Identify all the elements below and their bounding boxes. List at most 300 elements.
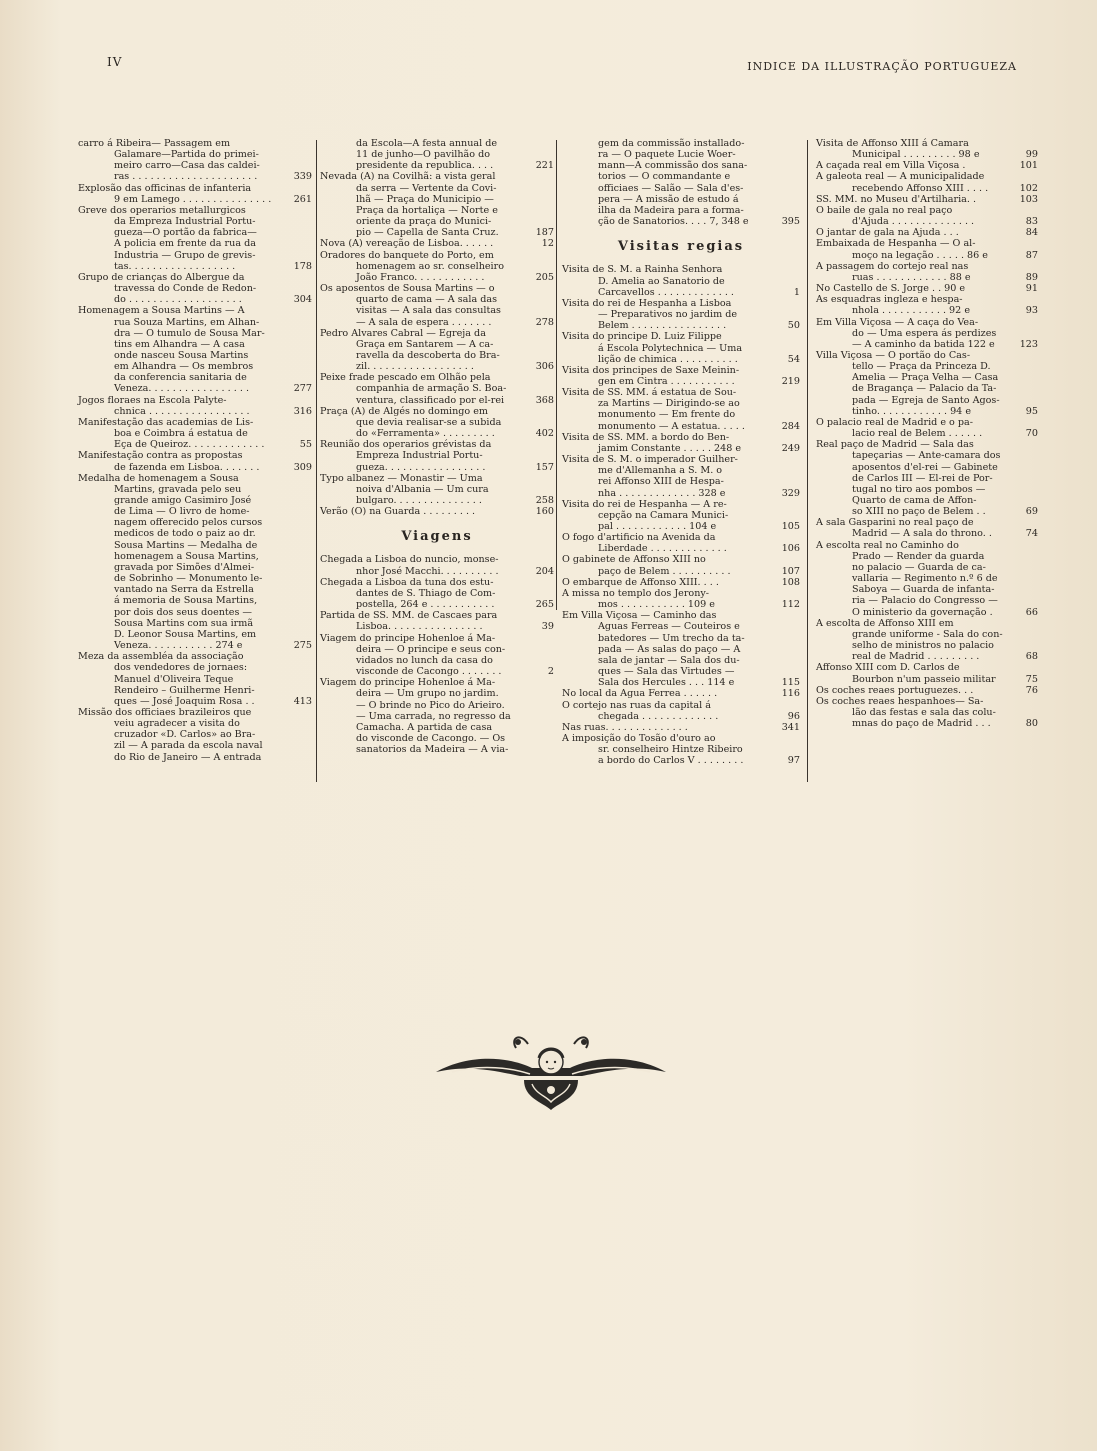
index-entry	[78, 272, 312, 305]
entry-page-number: 304	[293, 294, 312, 306]
entry-line: A passagem do cortejo real nas	[816, 260, 969, 272]
entry-line: Grupo de crianças do Albergue da	[78, 271, 245, 283]
index-entry	[816, 350, 1038, 417]
index-entry	[816, 662, 1038, 684]
index-entry	[78, 473, 312, 652]
entry-line: vidados no lunch da casa do	[356, 654, 493, 666]
entry-page-number: 277	[293, 383, 312, 395]
entry-line: Galamare—Partida do primei-	[114, 149, 259, 161]
entry-line: tins em Alhandra — A casa	[114, 338, 245, 350]
entry-line: dra — O tumulo de Sousa Mar-	[114, 327, 265, 339]
entry-line: Greve dos operarios metallurgicos	[78, 204, 246, 216]
entry-line: Veneza. . . . . . . . . . . . . . . . .	[114, 383, 249, 395]
entry-page-number: 84	[1025, 227, 1038, 239]
entry-page-number: 12	[541, 238, 554, 250]
index-entry	[562, 264, 800, 297]
entry-line: Municipal . . . . . . . . . 98 e	[852, 149, 980, 161]
entry-page-number: 309	[293, 461, 312, 473]
entry-line: ras . . . . . . . . . . . . . . . . . . . . .	[114, 171, 258, 183]
entry-line: Praça (A) de Algés no domingo em	[320, 405, 489, 417]
entry-line: que devia realisar-se a subida	[356, 416, 502, 428]
entry-line: ria — Palacio do Congresso —	[852, 595, 998, 607]
entry-line: monumento — A estatua. . . . .	[598, 420, 745, 432]
entry-line: companhia de armação S. Boa-	[356, 383, 507, 395]
entry-line: Peixe frade pescado em Olhão pela	[320, 372, 491, 384]
entry-line: da serra — Vertente da Covi-	[356, 182, 497, 194]
entry-line: D. Amelia ao Sanatorio de	[598, 275, 725, 287]
entry-page-number: 402	[535, 428, 554, 440]
entry-line: dantes de S. Thiago de Com-	[356, 587, 496, 599]
entry-line: Real paço de Madrid — Sala das	[816, 439, 974, 451]
index-entry	[320, 250, 554, 283]
index-entry	[320, 238, 554, 249]
index-entry	[320, 439, 554, 472]
entry-line: — Uma carrada, no regresso da	[356, 710, 511, 722]
entry-line: carro á Ribeira— Passagem em	[78, 138, 231, 149]
entry-line: lição de chimica . . . . . . . . . .	[598, 353, 738, 365]
entry-line: nagem offerecido pelos cursos	[114, 517, 263, 529]
entry-line: Os aposentos de Sousa Martins — o	[320, 283, 495, 295]
entry-line: Manuel d'Oliveira Teque	[114, 673, 234, 685]
entry-line: D. Leonor Sousa Martins, em	[114, 628, 257, 640]
entry-line: tinho. . . . . . . . . . . . 94 e	[852, 405, 972, 417]
index-entry	[562, 365, 800, 387]
entry-line: cepção na Camara Munici-	[598, 509, 729, 521]
entry-line: Lisboa. . . . . . . . . . . . . . . .	[356, 621, 483, 633]
entry-page-number: 80	[1025, 718, 1038, 730]
entry-line: Madrid — A sala do throno. .	[852, 528, 992, 540]
entry-line: officiaes — Salão — Sala d'es-	[598, 182, 744, 194]
entry-line: Carcavellos . . . . . . . . . . . . .	[598, 286, 734, 298]
entry-line: gueza. . . . . . . . . . . . . . . . .	[356, 461, 486, 473]
entry-line: no palacio — Guarda de ca-	[852, 561, 986, 573]
entry-page-number: 101	[1019, 160, 1038, 172]
entry-line: Reunião dos operarios grévistas da	[320, 439, 492, 451]
entry-page-number: 108	[781, 576, 800, 588]
entry-line: O gabinete de Affonso XIII no	[562, 554, 706, 566]
entry-line: tugal no tiro aos pombos —	[852, 483, 986, 495]
entry-line: Em Villa Viçosa — Caminho das	[562, 610, 717, 622]
entry-line: Os coches reaes hespanhoes— Sa-	[816, 695, 984, 707]
entry-page-number: 258	[535, 495, 554, 506]
entry-line: Veneza. . . . . . . . . . . 274 e	[114, 640, 243, 652]
entry-page-number: 341	[781, 721, 800, 733]
entry-line: vantado na Serra da Estrella	[114, 584, 254, 596]
entry-page-number: 316	[293, 405, 312, 417]
entry-line: A escolta real no Caminho do	[816, 539, 959, 551]
entry-line: pada — Egreja de Santo Agos-	[852, 394, 1000, 406]
index-entry	[816, 160, 1038, 171]
entry-page-number: 97	[787, 755, 800, 767]
entry-page-number: 339	[293, 171, 312, 183]
entry-page-number: 76	[1025, 684, 1038, 696]
entry-line: Visita do rei de Hespanha — A re-	[562, 498, 727, 510]
entry-line: visitas — A sala das consultas	[356, 305, 501, 317]
index-entry	[78, 417, 312, 450]
index-entry	[816, 685, 1038, 696]
entry-line: do — Uma espera ás perdizes	[852, 327, 997, 339]
entry-line: do . . . . . . . . . . . . . . . . . . .	[114, 294, 242, 306]
entry-page-number: 103	[1019, 193, 1038, 205]
index-entry	[320, 554, 554, 576]
entry-page-number: 75	[1025, 673, 1038, 685]
entry-line: Verão (O) na Guarda . . . . . . . . .	[320, 506, 476, 518]
entry-line: Nevada (A) na Covilhã: a vista geral	[320, 171, 496, 183]
entry-page-number: 178	[293, 260, 312, 272]
section-heading: Visitas regias	[617, 239, 745, 255]
entry-line: Visita do principe D. Luiz Filippe	[562, 331, 722, 343]
entry-line: Eça de Queiroz. . . . . . . . . . . . .	[114, 439, 265, 451]
entry-page-number: 93	[1025, 305, 1038, 317]
entry-page-number: 2	[547, 666, 554, 678]
entry-line: tapeçarias — Ante-camara dos	[852, 450, 1001, 462]
entry-page-number: 368	[535, 394, 554, 406]
entry-line: Manifestação contra as propostas	[78, 450, 243, 462]
entry-page-number: 329	[781, 487, 800, 499]
column-rule	[807, 140, 808, 782]
running-title: INDICE DA ILLUSTRAÇÃO PORTUGUEZA	[747, 60, 1017, 73]
entry-line: homenagem ao sr. conselheiro	[356, 260, 504, 272]
entry-line: tas. . . . . . . . . . . . . . . . . .	[114, 260, 236, 272]
index-entry	[562, 138, 800, 227]
entry-line: Typo albanez — Monastir — Uma	[320, 472, 483, 484]
index-column-2	[320, 138, 554, 755]
entry-line: mnas do paço de Madrid . . .	[852, 718, 991, 730]
entry-line: gem da commissão installado-	[598, 138, 745, 149]
entry-line: chegada . . . . . . . . . . . . .	[598, 710, 719, 722]
entry-page-number: 50	[787, 320, 800, 332]
index-entry	[816, 171, 1038, 193]
entry-page-number: 105	[781, 521, 800, 532]
entry-line: Liberdade . . . . . . . . . . . . .	[598, 543, 727, 555]
index-entry	[320, 372, 554, 405]
entry-line: de Carlos III — El-rei de Por-	[852, 472, 993, 484]
entry-line: em Alhandra — Os membros	[114, 361, 254, 373]
entry-page-number: 116	[781, 688, 800, 700]
entry-line: Camacha. A partida de casa	[356, 721, 493, 733]
entry-page-number: 107	[781, 565, 800, 577]
entry-line: medicos de todo o paiz ao dr.	[114, 528, 256, 540]
entry-line: pada — As salas do paço — A	[598, 643, 741, 655]
entry-line: Viagem do principe Hohenloe á Ma-	[320, 632, 496, 644]
entry-page-number: 160	[535, 506, 554, 518]
entry-line: — A caminho da batida 122 e	[852, 338, 995, 350]
entry-line: pera — A missão de estudo á	[598, 193, 739, 205]
entry-line: boa e Coimbra á estatua de	[114, 428, 248, 440]
entry-page-number: 261	[293, 193, 312, 205]
entry-line: grande uniforme - Sala do con-	[852, 628, 1003, 640]
entry-page-number: 95	[1025, 405, 1038, 417]
index-entry	[320, 328, 554, 373]
column-rule	[556, 140, 557, 610]
entry-line: monumento — Em frente do	[598, 409, 736, 421]
entry-line: — Preparativos no jardim de	[598, 309, 738, 321]
entry-line: da Escola—A festa annual de	[356, 138, 498, 149]
entry-line: Quarto de cama de Affon-	[852, 495, 977, 506]
index-entry	[816, 618, 1038, 663]
entry-line: do «Ferramenta» . . . . . . . . .	[356, 428, 495, 440]
entry-line: Affonso XIII com D. Carlos de	[816, 662, 960, 674]
entry-page-number: 74	[1025, 528, 1038, 540]
entry-line: Meza da assembléa da associação	[78, 651, 244, 663]
entry-line: Jogos floraes na Escola Palyte-	[78, 394, 227, 406]
entry-line: sala de jantar — Sala dos du-	[598, 654, 740, 666]
entry-line: postella, 264 e . . . . . . . . . . .	[356, 599, 495, 611]
entry-line: recebendo Affonso XIII . . . .	[852, 182, 989, 194]
index-entry	[562, 432, 800, 454]
index-entry	[816, 205, 1038, 227]
index-column-4	[816, 138, 1038, 729]
entry-line: zil. . . . . . . . . . . . . . . . . .	[356, 361, 474, 373]
entry-page-number: 70	[1025, 428, 1038, 440]
entry-line: gen em Cintra . . . . . . . . . . .	[598, 375, 735, 387]
entry-page-number: 187	[535, 227, 554, 239]
index-entry	[78, 651, 312, 707]
entry-page-number: 91	[1025, 283, 1038, 295]
entry-line: O baile de gala no real paço	[816, 204, 953, 216]
entry-line: Visita de Affonso XIII á Camara	[816, 138, 969, 149]
entry-line: deira — Um grupo no jardim.	[356, 688, 499, 700]
entry-line: homenagem a Sousa Martins,	[114, 550, 259, 562]
index-entry	[816, 227, 1038, 238]
entry-line: lão das festas e sala das colu-	[852, 706, 996, 718]
entry-line: ventura, classificado por el-rei	[356, 394, 505, 406]
entry-page-number: 275	[293, 640, 312, 652]
entry-line: real de Madrid . . . . . . . . .	[852, 651, 980, 663]
index-entry	[562, 499, 800, 532]
entry-line: Visita de SS. MM. a bordo do Ben-	[562, 431, 730, 443]
index-entry	[562, 554, 800, 576]
entry-line: de Bragança — Palacio da Ta-	[852, 383, 997, 395]
index-entry	[562, 700, 800, 722]
index-entry	[78, 205, 312, 272]
entry-line: Em Villa Viçosa — A caça do Vea-	[816, 316, 979, 328]
index-entry	[816, 317, 1038, 350]
entry-line: lacio real de Belem . . . . . .	[852, 428, 983, 440]
page-number: IV	[107, 55, 123, 69]
entry-line: 9 em Lamego . . . . . . . . . . . . . . .	[114, 193, 272, 205]
index-entry	[320, 677, 554, 755]
entry-page-number: 306	[535, 361, 554, 373]
entry-line: Industria — Grupo de grevis-	[114, 249, 256, 261]
index-entry	[562, 454, 800, 499]
entry-line: Os coches reaes portuguezes. . .	[816, 684, 974, 696]
index-entry	[816, 517, 1038, 539]
entry-line: za Martins — Dirigindo-se ao	[598, 398, 740, 410]
entry-line: Nas ruas. . . . . . . . . . . . . .	[562, 721, 688, 733]
index-entry	[562, 387, 800, 432]
entry-line: Chegada a Lisboa do nuncio, monse-	[320, 554, 499, 566]
entry-line: Visita de S. M. a Rainha Senhora	[562, 264, 723, 276]
index-entry	[320, 506, 554, 517]
entry-line: bulgaro. . . . . . . . . . . . . . .	[356, 495, 482, 506]
entry-line: A sala Gasparini no real paço de	[816, 517, 974, 529]
entry-page-number: 39	[541, 621, 554, 633]
entry-line: do visconde de Cacongo. — Os	[356, 732, 506, 744]
entry-line: deira — O principe e seus con-	[356, 643, 506, 655]
index-entry	[78, 138, 312, 183]
entry-page-number: 278	[535, 316, 554, 328]
entry-page-number: 413	[293, 695, 312, 707]
index-entry	[562, 331, 800, 364]
entry-line: Sousa Martins com sua irmã	[114, 617, 254, 629]
index-entry	[816, 696, 1038, 729]
entry-line: grande amigo Casimiro José	[114, 495, 252, 506]
entry-line: Visita do rei de Hespanha a Lisboa	[562, 297, 732, 309]
index-entry	[320, 473, 554, 506]
entry-page-number: 157	[535, 461, 554, 473]
entry-line: A escolta de Affonso XIII em	[816, 617, 954, 629]
index-entry	[320, 138, 554, 171]
entry-line: Visita de SS. MM. á estatua de Sou-	[562, 387, 737, 399]
entry-page-number: 221	[535, 160, 554, 172]
index-entry	[562, 722, 800, 733]
entry-line: A galeota real — A municipalidade	[816, 171, 985, 183]
entry-line: Amelia — Praça Velha — Casa	[852, 372, 999, 384]
entry-page-number: 205	[535, 271, 554, 283]
entry-page-number: 83	[1025, 216, 1038, 228]
index-entry	[562, 688, 800, 699]
entry-line: de fazenda em Lisboa. . . . . . .	[114, 461, 260, 473]
entry-line: nhor José Macchi. . . . . . . . . .	[356, 565, 499, 577]
entry-page-number: 87	[1025, 249, 1038, 261]
entry-line: so XIII no paço de Belem . .	[852, 506, 986, 518]
index-entry	[320, 171, 554, 238]
entry-line: Manifestação das academias de Lis-	[78, 416, 254, 428]
entry-page-number: 102	[1019, 182, 1038, 194]
index-entry	[562, 733, 800, 766]
entry-line: ques — Sala das Virtudes —	[598, 666, 735, 678]
entry-line: dos vendedores de jornaes:	[114, 662, 248, 674]
index-entry	[562, 298, 800, 331]
entry-line: por dois dos seus doentes —	[114, 606, 253, 618]
entry-line: Sala dos Hercules . . . 114 e	[598, 677, 735, 689]
entry-line: Missão dos officiaes brazileiros que	[78, 706, 252, 718]
entry-page-number: 69	[1025, 506, 1038, 518]
entry-page-number: 249	[781, 442, 800, 454]
entry-line: Oradores do banquete do Porto, em	[320, 249, 494, 261]
entry-line: A missa no templo dos Jerony-	[562, 587, 710, 599]
index-entry	[320, 283, 554, 328]
index-entry	[816, 238, 1038, 260]
entry-line: onde nasceu Sousa Martins	[114, 349, 249, 361]
entry-line: gueza—O portão da fabrica—	[114, 227, 257, 239]
entry-line: Rendeiro – Guilherme Henri-	[114, 684, 255, 696]
index-entry	[816, 417, 1038, 439]
entry-line: batedores — Um trecho da ta-	[598, 632, 745, 644]
index-entry	[320, 577, 554, 610]
entry-line: de Sobrinho — Monumento le-	[114, 573, 263, 585]
entry-line: João Franco. . . . . . . . . . . .	[356, 271, 485, 283]
entry-line: a bordo do Carlos V . . . . . . . .	[598, 755, 744, 767]
entry-line: Aguas Ferreas — Couteiros e	[598, 621, 740, 633]
entry-line: Medalha de homenagem a Sousa	[78, 472, 239, 484]
entry-line: Partida de SS. MM. de Cascaes para	[320, 610, 498, 622]
entry-line: Nova (A) vereação de Lisboa. . . . . .	[320, 238, 494, 250]
entry-line: A caçada real em Villa Viçosa .	[816, 160, 966, 172]
entry-line: No Castello de S. Jorge . . 90 e	[816, 283, 966, 295]
entry-line: 11 de junho—O pavilhão do	[356, 149, 490, 161]
entry-line: nhola . . . . . . . . . . . 92 e	[852, 305, 970, 317]
entry-page-number: 66	[1025, 606, 1038, 618]
entry-line: Homenagem a Sousa Martins — A	[78, 305, 245, 317]
entry-line: vallaria — Regimento n.º 6 de	[852, 573, 998, 585]
entry-line: quarto de cama — A sala das	[356, 294, 498, 306]
entry-page-number: 112	[781, 599, 800, 611]
entry-line: presidente da republica. . . .	[356, 160, 494, 172]
entry-line: veiu agradecer a visita do	[114, 718, 240, 730]
entry-line: me d'Allemanha a S. M. o	[598, 465, 723, 477]
entry-line: ruas . . . . . . . . . . . . 88 e	[852, 271, 971, 283]
entry-line: ravella da descoberta do Bra-	[356, 349, 500, 361]
index-entry	[816, 439, 1038, 517]
index-column-1	[78, 138, 312, 763]
entry-line: á Escola Polytechnica — Uma	[598, 342, 743, 354]
entry-line: da conferencia sanitaria de	[114, 372, 247, 384]
section-heading: Viagens	[401, 529, 473, 545]
index-entry	[816, 261, 1038, 283]
entry-line: Chegada a Lisboa da tuna dos estu-	[320, 576, 494, 588]
entry-line: Prado — Render da guarda	[852, 550, 985, 562]
entry-line: ção de Sanatorios. . . . 7, 348 e	[598, 216, 749, 228]
entry-page-number: 106	[781, 543, 800, 555]
index-column-3	[562, 138, 800, 766]
entry-page-number: 1	[793, 286, 800, 298]
entry-line: O ministerio da governação .	[852, 606, 993, 618]
entry-line: pal . . . . . . . . . . . . 104 e	[598, 521, 717, 532]
entry-line: chnica . . . . . . . . . . . . . . . . .	[114, 405, 250, 417]
entry-line: A imposição do Tosão d'ouro ao	[562, 732, 716, 744]
entry-line: Villa Viçosa — O portão do Cas-	[816, 349, 971, 361]
entry-line: O fogo d'artificio na Avenida da	[562, 532, 716, 544]
entry-line: do Rio de Janeiro — A entrada	[114, 751, 262, 763]
entry-line: O cortejo nas ruas da capital á	[562, 699, 711, 711]
entry-line: sanatorios da Madeira — A via-	[356, 744, 509, 756]
entry-line: torios — O commandante e	[598, 171, 731, 183]
index-entry	[78, 305, 312, 394]
entry-line: sr. conselheiro Hintze Ribeiro	[598, 744, 743, 756]
entry-page-number: 68	[1025, 651, 1038, 663]
entry-page-number: 99	[1025, 149, 1038, 161]
entry-line: Graça em Santarem — A ca-	[356, 338, 494, 350]
entry-line: cruzador «D. Carlos» ao Bra-	[114, 729, 256, 741]
entry-line: Viagem do principe Hohenloe á Ma-	[320, 677, 496, 689]
entry-line: nha . . . . . . . . . . . . . 328 e	[598, 487, 726, 499]
index-entry	[320, 610, 554, 632]
entry-page-number: 265	[535, 599, 554, 611]
entry-line: da Empreza Industrial Portu-	[114, 216, 256, 228]
entry-line: moço na legação . . . . . 86 e	[852, 249, 988, 261]
entry-line: paço de Belem . . . . . . . . . .	[598, 565, 731, 577]
entry-line: Embaixada de Hespanha — O al-	[816, 238, 976, 250]
entry-line: aposentos d'el-rei — Gabinete	[852, 461, 998, 473]
entry-page-number: 96	[787, 710, 800, 722]
entry-line: tello — Praça da Princeza D.	[852, 361, 991, 373]
entry-line: — O brinde no Pico do Arieiro.	[356, 699, 505, 711]
entry-line: Saboya — Guarda de infanta-	[852, 584, 995, 596]
index-entry	[562, 588, 800, 610]
entry-line: mos . . . . . . . . . . . 109 e	[598, 599, 715, 611]
index-entry	[78, 183, 312, 205]
entry-line: rei Affonso XIII de Hespa-	[598, 476, 724, 488]
index-entry	[320, 633, 554, 678]
entry-page-number: 219	[781, 375, 800, 387]
entry-line: SS. MM. no Museu d'Artilharia. .	[816, 193, 977, 205]
entry-line: visconde de Cacongo . . . . . . .	[356, 666, 502, 678]
entry-page-number: 89	[1025, 271, 1038, 283]
entry-line: Belem . . . . . . . . . . . . . . . .	[598, 320, 727, 332]
entry-line: As esquadras ingleza e hespa-	[816, 294, 963, 306]
